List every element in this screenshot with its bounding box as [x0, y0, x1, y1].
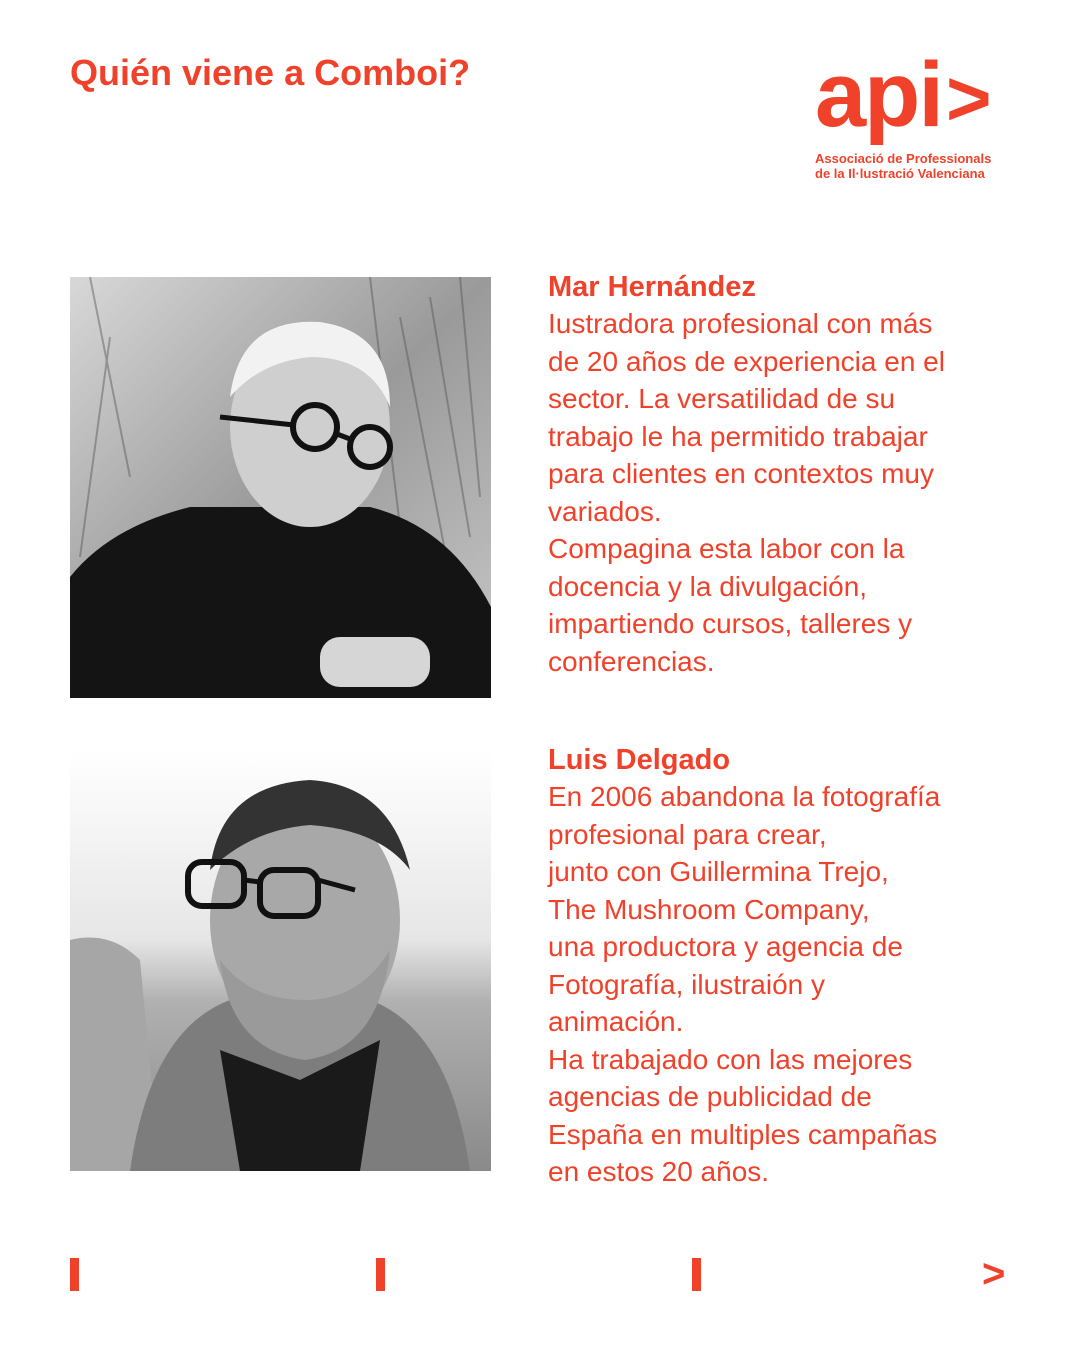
logo-subtitle	[815, 151, 1015, 181]
api-logo	[815, 44, 1015, 181]
footer-chevron-icon: >	[982, 1252, 1006, 1296]
photo-luis-delgado	[70, 750, 491, 1171]
page-title: Quién viene a Comboi?	[70, 52, 471, 93]
logo-subtitle-line2: de la Il·lustració Valenciana	[815, 166, 985, 181]
person-name: Mar Hernández	[548, 271, 756, 303]
logo-word: api	[815, 44, 942, 146]
logo-wordmark	[815, 44, 1015, 146]
bio-mar-hernandez	[548, 269, 1018, 680]
logo-subtitle-line1: Associació de Professionals	[815, 151, 992, 166]
footer-bar-mark	[70, 1258, 79, 1291]
logo-chevron-icon: >	[945, 54, 990, 142]
photo-mar-hernandez	[70, 277, 491, 698]
bio-luis-delgado	[548, 742, 1018, 1191]
footer-bar-mark	[376, 1258, 385, 1291]
person-bio: Iustradora profesional con más de 20 años de experiencia en el sector. La versatilidad de su trabajo le ha permitido trabajar para clientes en contextos muy variados. Compagina esta labor con la docencia y la divulgación, impartiendo cursos, talleres y conferencias.	[548, 308, 945, 677]
footer-bar-mark	[692, 1258, 701, 1291]
person-name: Luis Delgado	[548, 744, 731, 776]
person-bio: En 2006 abandona la fotografía profesional para crear, junto con Guillermina Trejo, The Mushroom Company, una productora y agencia de Fotografía, ilustraión y animación. Ha trabajado con las mejores agencias de publicidad de España en multiples campañas en estos 20 años.	[548, 781, 941, 1187]
